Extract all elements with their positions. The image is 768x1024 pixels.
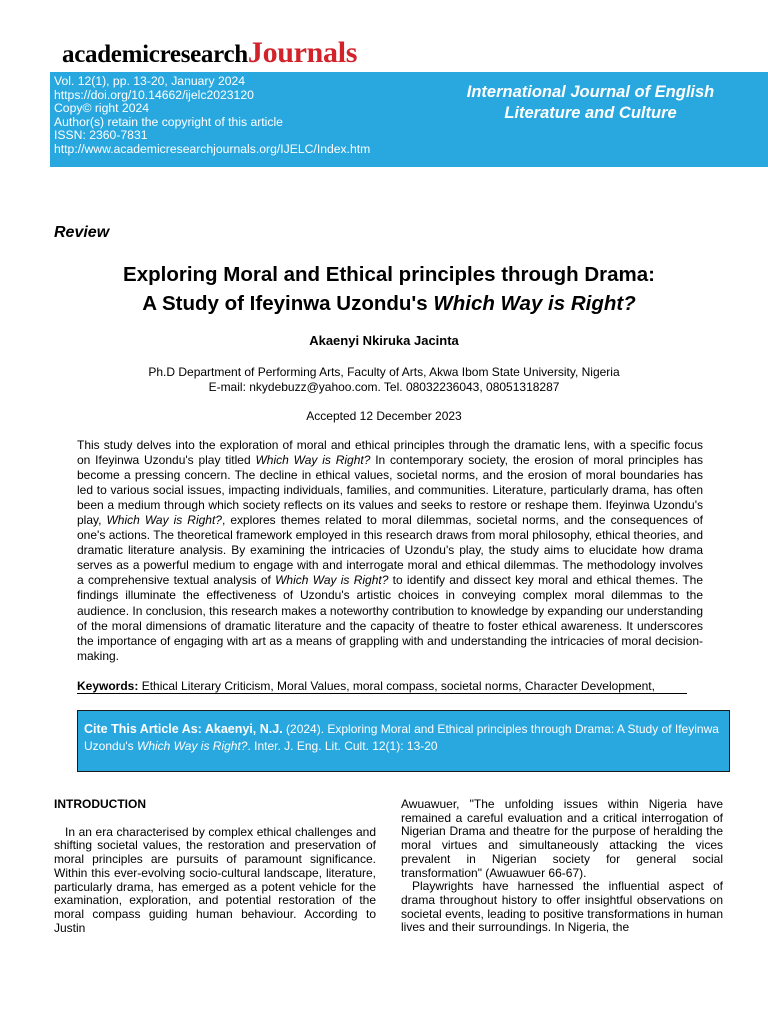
author-affiliation-block	[0, 365, 768, 395]
abstract-play-title: Which Way is Right?	[255, 453, 371, 468]
body-column-left	[54, 798, 376, 935]
accepted-date: Accepted 12 December 2023	[306, 409, 462, 423]
journal-name	[448, 82, 733, 124]
title-play-name: Which Way is Right?	[433, 292, 636, 315]
section-heading: INTRODUCTION	[54, 797, 146, 811]
body-paragraph: In an era characterised by complex ethical challenges and shifting societal values, the restoration and preservation of moral principles are pursuits of paramount significance. Within this ever-evolving socio-cultural landscape, literature, particularly drama, has emerged as a potent vehicle for the examination, exploration, and potential restoration of the moral compass guiding human behaviour. According to Justin	[54, 824, 376, 935]
article-meta	[54, 75, 370, 157]
publisher-logo-main: academicresearch	[62, 41, 248, 68]
meta-issn: ISSN: 2360-7831	[54, 128, 148, 143]
keywords-divider	[77, 693, 687, 694]
title-line2-prefix: A Study of Ifeyinwa Uzondu's	[142, 292, 434, 315]
article-type-label: Review	[54, 224, 110, 241]
body-paragraph: Awuawuer, "The unfolding issues within Nigeria have remained a careful evaluation and a critical interrogation of Nigerian Drama and theatre for the purpose of heralding the moral virtues and simultaneously attacking the vices prevalent in Nigerian society for general social transformation" (Awuawuer 66-67).	[401, 797, 723, 880]
journal-name-line1: International Journal of English	[466, 83, 715, 101]
meta-rights: Author(s) retain the copyright of this article	[54, 114, 283, 129]
body-column-right	[401, 798, 723, 935]
author-contact: E-mail: nkydebuzz@yahoo.com. Tel. 08032236043, 08051318287	[208, 380, 560, 394]
publisher-logo	[62, 36, 357, 70]
citation-label: Cite This Article As:	[84, 722, 205, 736]
keywords	[77, 679, 703, 694]
article-title	[30, 260, 748, 318]
meta-url[interactable]: http://www.academicresearchjournals.org/IJELC/Index.htm	[54, 141, 371, 156]
citation-body: (2024). Exploring Moral and Ethical principles through Drama: A Study of Ifeyinwa Uzondu's	[84, 722, 719, 753]
abstract-play-title: Which Way is Right?	[106, 513, 222, 528]
abstract-text: , explores themes related to moral dilemmas, societal norms, and the consequences of one's actions. The theoretical framework employed in this research draws from moral philosophy, ethical theories, and dramatic literature analysis. By examining the intricacies of Uzondu's play, the study aims to elucidate how drama serves as a powerful medium to engage with and interrogate moral and ethical dilemmas. The methodology involves a comprehensive textual analysis of	[77, 513, 703, 588]
journal-name-line2: Literature and Culture	[504, 104, 677, 122]
citation-text	[84, 721, 724, 755]
abstract-text: In contemporary society, the erosion of moral principles has become a pressing concern. The decline in ethical values, societal norms, and the erosion of moral boundaries has led to various social issues, impacting individuals, families, and communities. Literature, particularly drama, has often been a medium through which society reflects on its values and seeks to restore or reshape them. Ifeyinwa Uzondu's play,	[77, 453, 704, 528]
author-affiliation: Ph.D Department of Performing Arts, Faculty of Arts, Akwa Ibom State University, Nigeria	[148, 365, 620, 379]
keywords-label: Keywords:	[77, 679, 139, 693]
keywords-list: Ethical Literary Criticism, Moral Values, moral compass, societal norms, Character Development,	[138, 679, 655, 693]
abstract-text: This study delves into the exploration of moral and ethical principles through the dramatic lens, with a specific focus on Ifeyinwa Uzondu's play titled	[77, 438, 703, 468]
abstract-play-title: Which Way is Right?	[275, 573, 389, 588]
meta-copyright: Copy© right 2024	[54, 101, 150, 116]
publisher-logo-accent: Journals	[247, 36, 358, 69]
abstract-text: to identify and dissect key moral and ethical themes. The findings illuminate the effectiveness of Uzondu's artistic choices in conveying complex moral dilemmas to the audience. In conclusion, this research makes a noteworthy contribution to knowledge by expanding our understanding of the moral dimensions of dramatic literature and the capacity of theatre to foster ethical awareness. It underscores the importance of engaging with art as a means of grappling with and understanding the intricacies of moral decision-making.	[77, 573, 703, 663]
meta-doi[interactable]: https://doi.org/10.14662/ijelc2023120	[54, 87, 254, 102]
citation-author: Akaenyi, N.J.	[204, 722, 283, 736]
abstract	[77, 438, 703, 664]
citation-play-title: Which Way is Right?	[137, 739, 248, 753]
body-paragraph: Playwrights have harnessed the influential aspect of drama throughout history to offer insightful observations on societal events, leading to positive transformations in human lives and their surroundings. In Nigeria, the	[401, 879, 723, 935]
citation-body: . Inter. J. Eng. Lit. Cult. 12(1): 13-20	[247, 739, 438, 753]
title-line2	[30, 289, 748, 318]
meta-volume: Vol. 12(1), pp. 13-20, January 2024	[54, 74, 246, 88]
author-name: Akaenyi Nkiruka Jacinta	[309, 333, 459, 348]
title-line1: Exploring Moral and Ethical principles through Drama:	[123, 263, 655, 286]
